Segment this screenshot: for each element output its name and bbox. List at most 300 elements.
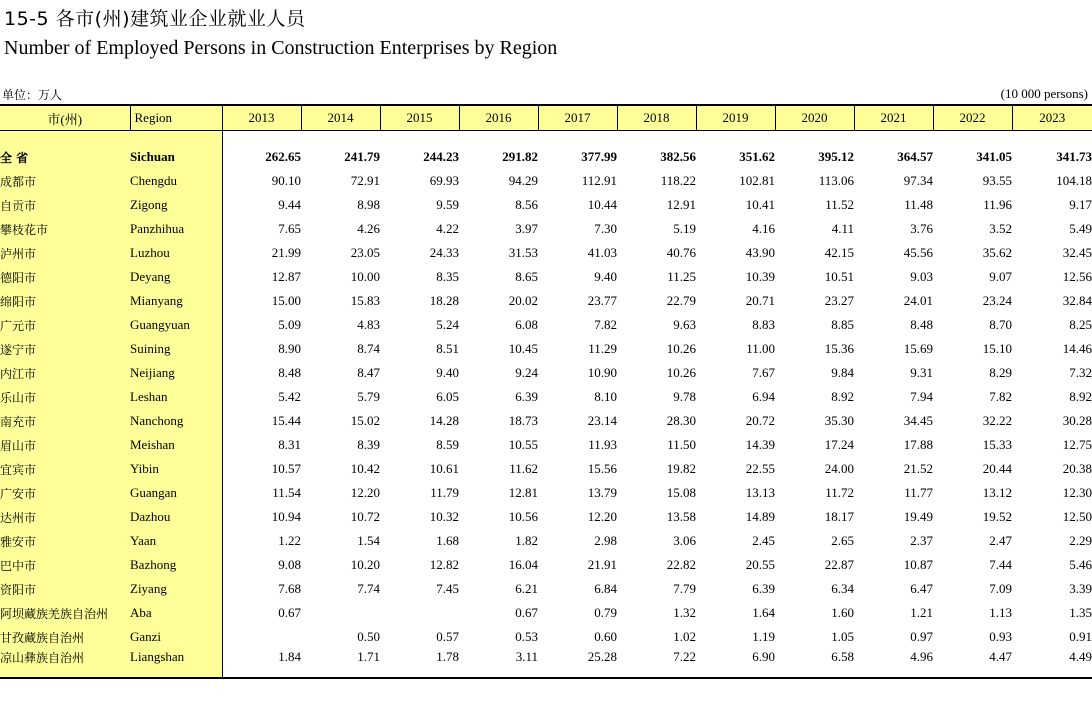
value-cell: 9.24 [515,365,538,380]
value-cell: 34.45 [903,413,933,428]
value-cell: 9.17 [1069,197,1092,212]
value-cell: 20.02 [508,293,538,308]
region-cn-cell: 遂宁市 [0,337,130,361]
region-en-cell: Liangshan [130,649,222,678]
table-row [0,505,1092,529]
value-cell: 5.24 [436,317,459,332]
value-cell: 11.25 [667,269,696,284]
spacer-cell [0,131,130,146]
value-cell: 14.46 [1062,341,1092,356]
value-cell: 382.56 [660,149,696,164]
value-cell: 20.71 [745,293,775,308]
value-cell: 8.85 [831,317,854,332]
header-year: 2015 [380,105,459,131]
value-cell: 22.79 [666,293,696,308]
value-cell: 18.17 [824,509,854,524]
region-en-cell: Meishan [130,433,222,457]
value-cell: 112.91 [581,173,617,188]
table-row [0,409,1092,433]
value-cell: 16.04 [508,557,538,572]
value-cell: 1.13 [989,605,1012,620]
value-cell: 28.30 [666,413,696,428]
value-cell: 2.29 [1069,533,1092,548]
unit-label-cn: 单位：万人 [2,88,63,102]
table-row [0,289,1092,313]
value-cell: 7.09 [989,581,1012,596]
value-cell: 0.60 [594,629,617,644]
value-cell: 377.99 [581,149,617,164]
value-cell: 6.39 [752,581,775,596]
value-cell: 11.96 [983,197,1012,212]
value-cell: 25.28 [538,649,617,678]
value-cell: 43.90 [745,245,775,260]
value-cell: 10.87 [903,557,933,572]
value-cell: 0.97 [910,629,933,644]
region-cn-cell: 自贡市 [0,193,130,217]
value-cell: 10.51 [824,269,854,284]
table-row [0,529,1092,553]
value-cell: 104.18 [1056,173,1092,188]
value-cell: 1.05 [831,629,854,644]
region-en-cell: Deyang [130,265,222,289]
region-en-cell: Neijiang [130,361,222,385]
value-cell: 11.54 [272,485,301,500]
value-cell: 17.24 [824,437,854,452]
region-en-cell: Guangyuan [130,313,222,337]
value-cell: 7.74 [357,581,380,596]
value-cell: 11.72 [825,485,854,500]
value-cell: 10.41 [745,197,775,212]
value-cell: 11.50 [667,437,696,452]
value-cell: 1.71 [301,649,380,678]
region-cn-cell: 广元市 [0,313,130,337]
region-cn-cell: 德阳市 [0,265,130,289]
header-year: 2016 [459,105,538,131]
value-cell: 7.94 [910,389,933,404]
value-cell: 1.68 [436,533,459,548]
table-row [0,169,1092,193]
value-cell: 10.44 [587,197,617,212]
region-cn-cell: 甘孜藏族自治州 [0,625,130,649]
value-cell: 0.67 [515,605,538,620]
value-cell: 15.02 [350,413,380,428]
value-cell: 8.98 [357,197,380,212]
value-cell: 20.72 [745,413,775,428]
region-en-cell: Suining [130,337,222,361]
value-cell: 15.33 [982,437,1012,452]
value-cell: 2.47 [989,533,1012,548]
value-cell: 118.22 [660,173,696,188]
value-cell: 9.03 [910,269,933,284]
value-cell: 3.11 [459,649,538,678]
value-cell: 341.05 [976,149,1012,164]
value-cell: 8.29 [989,365,1012,380]
value-cell: 6.94 [752,389,775,404]
region-en-cell: Sichuan [130,145,222,169]
value-cell: 364.57 [897,149,933,164]
value-cell: 1.60 [831,605,854,620]
value-cell: 6.34 [831,581,854,596]
value-cell: 4.47 [933,649,1012,678]
value-cell: 13.58 [666,509,696,524]
value-cell: 1.32 [673,605,696,620]
value-cell: 35.62 [982,245,1012,260]
value-cell: 12.87 [271,269,301,284]
value-cell: 2.37 [910,533,933,548]
value-cell: 0.53 [515,629,538,644]
spacer-cell [130,131,222,146]
table-row [0,241,1092,265]
value-cell: 9.63 [673,317,696,332]
value-cell: 262.65 [265,149,301,164]
value-cell: 23.27 [824,293,854,308]
region-en-cell: Luzhou [130,241,222,265]
value-cell: 12.82 [429,557,459,572]
value-cell: 5.46 [1069,557,1092,572]
table-row [0,481,1092,505]
value-cell: 18.73 [508,413,538,428]
header-year: 2022 [933,105,1012,131]
value-cell: 12.20 [350,485,380,500]
region-cn-cell: 绵阳市 [0,289,130,313]
value-cell: 13.12 [982,485,1012,500]
value-cell: 11.29 [588,341,617,356]
value-cell: 15.69 [903,341,933,356]
header-year: 2023 [1012,105,1092,131]
value-cell: 69.93 [429,173,459,188]
page-title-cn: 15-5 各市(州)建筑业企业就业人员 [4,8,306,30]
value-cell: 24.01 [903,293,933,308]
header-year: 2014 [301,105,380,131]
total-row [0,145,1092,169]
region-en-cell: Panzhihua [130,217,222,241]
value-cell: 9.07 [989,269,1012,284]
region-cn-cell: 阿坝藏族羌族自治州 [0,601,130,625]
value-cell: 341.73 [1056,149,1092,164]
value-cell: 21.91 [587,557,617,572]
value-cell [301,601,380,625]
employment-table [0,104,1092,679]
value-cell: 24.33 [429,245,459,260]
value-cell: 6.47 [910,581,933,596]
region-cn-cell: 内江市 [0,361,130,385]
header-year: 2021 [854,105,933,131]
value-cell: 0.50 [357,629,380,644]
value-cell: 8.51 [436,341,459,356]
value-cell: 1.78 [380,649,459,678]
value-cell: 8.70 [989,317,1012,332]
value-cell: 23.24 [982,293,1012,308]
region-en-cell: Mianyang [130,289,222,313]
value-cell: 8.83 [752,317,775,332]
value-cell: 4.26 [357,221,380,236]
region-en-cell: Ziyang [130,577,222,601]
value-cell: 12.50 [1062,509,1092,524]
value-cell: 72.91 [350,173,380,188]
value-cell: 0.91 [1069,629,1092,644]
region-en-cell: Aba [130,601,222,625]
value-cell: 4.11 [831,221,854,236]
value-cell: 0.57 [436,629,459,644]
value-cell: 11.48 [904,197,933,212]
table-row [0,217,1092,241]
value-cell: 3.39 [1069,581,1092,596]
value-cell: 15.44 [271,413,301,428]
value-cell: 40.76 [666,245,696,260]
region-en-cell: Zigong [130,193,222,217]
value-cell: 12.20 [587,509,617,524]
table-row [0,385,1092,409]
value-cell: 10.42 [350,461,380,476]
value-cell: 10.20 [350,557,380,572]
value-cell: 1.82 [515,533,538,548]
value-cell: 32.84 [1062,293,1092,308]
region-cn-cell: 广安市 [0,481,130,505]
value-cell: 5.42 [278,389,301,404]
table-row [0,625,1092,649]
table-row [0,577,1092,601]
value-cell: 7.82 [989,389,1012,404]
region-en-cell: Yibin [130,457,222,481]
table-row [0,553,1092,577]
value-cell: 23.14 [587,413,617,428]
value-cell: 8.90 [278,341,301,356]
value-cell: 24.00 [824,461,854,476]
value-cell: 7.22 [617,649,696,678]
value-cell: 8.47 [357,365,380,380]
value-cell [222,625,301,649]
region-en-cell: Nanchong [130,409,222,433]
value-cell: 12.91 [666,197,696,212]
table-row [0,457,1092,481]
value-cell: 8.48 [278,365,301,380]
value-cell: 20.44 [982,461,1012,476]
value-cell: 10.00 [350,269,380,284]
header-region: Region [130,105,222,131]
header-year: 2020 [775,105,854,131]
region-cn-cell: 南充市 [0,409,130,433]
value-cell: 20.38 [1062,461,1092,476]
value-cell: 15.10 [982,341,1012,356]
value-cell: 8.65 [515,269,538,284]
value-cell: 8.35 [436,269,459,284]
value-cell: 6.39 [515,389,538,404]
region-en-cell: Chengdu [130,169,222,193]
region-en-cell: Guangan [130,481,222,505]
value-cell: 10.61 [429,461,459,476]
value-cell: 1.64 [752,605,775,620]
region-cn-cell: 凉山彝族自治州 [0,649,130,678]
region-cn-cell: 达州市 [0,505,130,529]
value-cell: 8.48 [910,317,933,332]
page-title-en: Number of Employed Persons in Construction Enterprises by Region [4,37,558,59]
value-cell: 4.96 [854,649,933,678]
value-cell: 18.28 [429,293,459,308]
value-cell: 9.08 [278,557,301,572]
value-cell: 11.77 [904,485,933,500]
value-cell: 17.88 [903,437,933,452]
region-cn-cell: 眉山市 [0,433,130,457]
value-cell: 7.67 [752,365,775,380]
value-cell: 10.32 [429,509,459,524]
table-row [0,433,1092,457]
header-year: 2019 [696,105,775,131]
value-cell: 8.10 [594,389,617,404]
value-cell: 9.84 [831,365,854,380]
region-en-cell: Leshan [130,385,222,409]
value-cell: 7.68 [278,581,301,596]
value-cell: 8.56 [515,197,538,212]
value-cell: 2.65 [831,533,854,548]
value-cell: 8.92 [831,389,854,404]
value-cell: 351.62 [739,149,775,164]
region-en-cell: Ganzi [130,625,222,649]
value-cell: 4.22 [436,221,459,236]
value-cell: 3.52 [989,221,1012,236]
value-cell: 0.67 [278,605,301,620]
region-en-cell: Dazhou [130,505,222,529]
value-cell: 8.31 [278,437,301,452]
value-cell: 9.31 [910,365,933,380]
value-cell: 15.08 [666,485,696,500]
value-cell: 32.45 [1062,245,1092,260]
header-year: 2018 [617,105,696,131]
value-cell: 15.00 [271,293,301,308]
value-cell: 10.39 [745,269,775,284]
region-cn-cell: 乐山市 [0,385,130,409]
value-cell: 93.55 [982,173,1012,188]
value-cell: 94.29 [508,173,538,188]
value-cell: 14.39 [745,437,775,452]
value-cell: 3.97 [515,221,538,236]
value-cell: 7.65 [278,221,301,236]
value-cell: 32.22 [982,413,1012,428]
value-cell: 19.52 [982,509,1012,524]
value-cell: 2.45 [752,533,775,548]
value-cell: 22.87 [824,557,854,572]
header-year: 2013 [222,105,301,131]
value-cell: 14.28 [429,413,459,428]
value-cell: 12.81 [508,485,538,500]
value-cell: 4.83 [357,317,380,332]
value-cell: 90.10 [271,173,301,188]
value-cell: 8.39 [357,437,380,452]
value-cell: 6.08 [515,317,538,332]
value-cell: 31.53 [508,245,538,260]
value-cell: 6.58 [775,649,854,678]
table-row [0,313,1092,337]
value-cell: 6.05 [436,389,459,404]
value-cell: 395.12 [818,149,854,164]
value-cell: 1.02 [673,629,696,644]
value-cell: 14.89 [745,509,775,524]
value-cell: 15.36 [824,341,854,356]
value-cell: 30.28 [1062,413,1092,428]
region-en-cell: Bazhong [130,553,222,577]
value-cell: 11.52 [825,197,854,212]
value-cell: 0.79 [594,605,617,620]
value-cell: 15.83 [350,293,380,308]
table-row [0,193,1092,217]
table-row [0,601,1092,625]
value-cell: 6.21 [515,581,538,596]
value-cell: 1.22 [278,533,301,548]
value-cell: 9.59 [436,197,459,212]
value-cell: 10.90 [587,365,617,380]
value-cell: 41.03 [587,245,617,260]
value-cell: 19.49 [903,509,933,524]
value-cell: 10.26 [666,365,696,380]
region-cn-cell: 巴中市 [0,553,130,577]
unit-label-en: (10 000 persons) [1000,86,1088,101]
value-cell: 15.56 [587,461,617,476]
value-cell: 45.56 [903,245,933,260]
value-cell: 35.30 [824,413,854,428]
value-cell: 10.94 [271,509,301,524]
value-cell: 3.06 [673,533,696,548]
value-cell: 102.81 [739,173,775,188]
value-cell: 9.40 [594,269,617,284]
value-cell: 11.79 [430,485,459,500]
value-cell: 3.76 [910,221,933,236]
region-en-cell: Yaan [130,529,222,553]
value-cell: 5.19 [673,221,696,236]
value-cell: 8.59 [436,437,459,452]
value-cell: 1.84 [222,649,301,678]
value-cell: 13.13 [745,485,775,500]
value-cell: 10.56 [508,509,538,524]
spacer-cell [222,131,1092,146]
value-cell: 113.06 [818,173,854,188]
value-cell: 11.93 [588,437,617,452]
value-cell: 9.44 [278,197,301,212]
value-cell: 1.54 [357,533,380,548]
header-cn: 市(州) [0,105,130,131]
value-cell: 6.84 [594,581,617,596]
value-cell: 7.45 [436,581,459,596]
spacer-row [0,131,1092,146]
value-cell: 23.05 [350,245,380,260]
value-cell: 12.56 [1062,269,1092,284]
value-cell: 8.25 [1069,317,1092,332]
value-cell: 42.15 [824,245,854,260]
header-year: 2017 [538,105,617,131]
region-cn-cell: 宜宾市 [0,457,130,481]
value-cell: 12.30 [1062,485,1092,500]
value-cell: 0.93 [989,629,1012,644]
value-cell: 5.79 [357,389,380,404]
value-cell: 9.78 [673,389,696,404]
value-cell: 22.82 [666,557,696,572]
value-cell: 6.90 [696,649,775,678]
value-cell: 9.40 [436,365,459,380]
value-cell: 10.57 [271,461,301,476]
value-cell: 10.26 [666,341,696,356]
value-cell [380,601,459,625]
value-cell: 4.16 [752,221,775,236]
region-cn-cell: 雅安市 [0,529,130,553]
value-cell: 21.52 [903,461,933,476]
value-cell: 7.32 [1069,365,1092,380]
value-cell: 2.98 [594,533,617,548]
region-cn-cell: 泸州市 [0,241,130,265]
value-cell: 7.82 [594,317,617,332]
value-cell: 8.74 [357,341,380,356]
value-cell: 7.44 [989,557,1012,572]
table-row [0,337,1092,361]
value-cell: 1.21 [910,605,933,620]
value-cell: 7.79 [673,581,696,596]
